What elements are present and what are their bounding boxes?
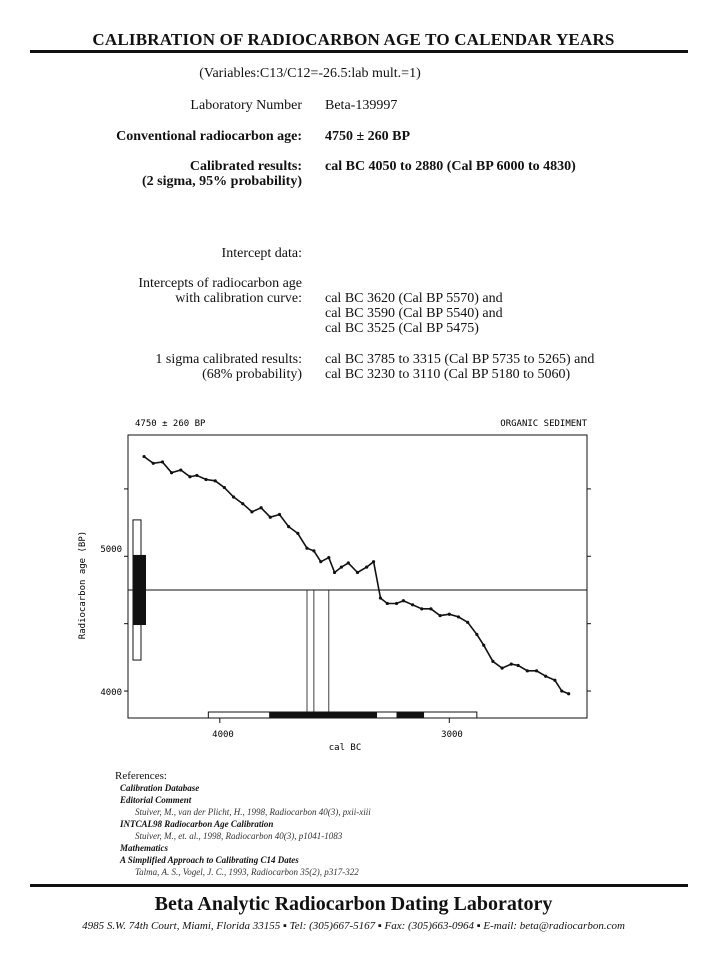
curve-point [327, 556, 330, 559]
calibrated-probability-label: (2 sigma, 95% probability) [142, 174, 302, 189]
curve-point [500, 667, 503, 670]
curve-point [365, 565, 368, 568]
curve-point [544, 675, 547, 678]
curve-point [260, 506, 263, 509]
curve-point [287, 525, 290, 528]
curve-point [312, 549, 315, 552]
curve-point [457, 615, 460, 618]
conventional-age-value: 4750 ± 260 BP [325, 129, 411, 144]
curve-point [333, 571, 336, 574]
lab-name: Beta Analytic Radiocarbon Dating Laboratory [154, 893, 553, 915]
references [115, 770, 371, 878]
variables-line: (Variables:C13/C12=-26.5:lab mult.=1) [199, 66, 421, 81]
y-tick-label: 4000 [100, 688, 122, 698]
intercept-data-label: Intercept data: [221, 246, 302, 261]
curve-point [386, 602, 389, 605]
curve-point [232, 495, 235, 498]
curve-point [402, 599, 405, 602]
curve-point [535, 669, 538, 672]
y-tick-label: 5000 [100, 545, 122, 555]
curve-point [411, 603, 414, 606]
intercepts-label-2: with calibration curve: [175, 291, 302, 306]
curve-point [347, 561, 350, 564]
one-sigma-value: cal BC 3785 to 3315 (Cal BP 5735 to 5265) and [325, 352, 595, 367]
curve-point [448, 613, 451, 616]
curve-point [241, 502, 244, 505]
curve-point [340, 565, 343, 568]
curve-point [466, 621, 469, 624]
calibrated-value: cal BC 4050 to 2880 (Cal BP 6000 to 4830) [325, 159, 576, 174]
curve-point [319, 560, 322, 563]
curve-point [429, 607, 432, 610]
calibration-curve [144, 457, 568, 694]
intercepts-label: Intercepts of radiocarbon age [138, 276, 302, 291]
one-sigma-label: 1 sigma calibrated results: [155, 352, 302, 367]
curve-point [269, 516, 272, 519]
curve-point [356, 571, 359, 574]
curve-point [560, 689, 563, 692]
curve-point [188, 475, 191, 478]
curve-point [553, 679, 556, 682]
reference-heading: Mathematics [120, 843, 169, 853]
chart-title-right: ORGANIC SEDIMENT [500, 419, 587, 429]
chart-x-label: cal BC [328, 743, 362, 753]
lab-address: 4985 S.W. 74th Court, Miami, Florida 33155 ▪ Tel: (305)667-5167 ▪ Fax: (305)663-0964 ▪ E-mail: beta@radiocarbon.com [82, 920, 625, 932]
reference-citation: Stuiver, M., et. al., 1998, Radiocarbon 40(3), p1041-1083 [135, 831, 343, 841]
one-sigma-value: cal BC 3230 to 3110 (Cal BP 5180 to 5060) [325, 367, 571, 382]
one-sigma-probability-label: (68% probability) [202, 367, 302, 382]
curve-point [510, 662, 513, 665]
reference-heading: Calibration Database [120, 783, 200, 793]
intercept-value: cal BC 3590 (Cal BP 5540) and [325, 306, 503, 321]
calibrated-label: Calibrated results: [189, 159, 302, 174]
reference-heading: Editorial Comment [120, 795, 192, 805]
curve-point [152, 462, 155, 465]
top-divider [30, 50, 688, 53]
reference-heading: INTCAL98 Radiocarbon Age Calibration [120, 819, 274, 829]
x-tick-label: 4000 [212, 730, 234, 740]
curve-point [372, 560, 375, 563]
curve-point [379, 596, 382, 599]
curve-point [305, 547, 308, 550]
curve-point [223, 486, 226, 489]
curve-point [475, 633, 478, 636]
plot-frame [128, 435, 587, 718]
chart-y-label: Radiocarbon age (BP) [78, 530, 88, 640]
chart-title-left: 4750 ± 260 BP [135, 419, 206, 429]
prob-1sigma-bar [269, 712, 377, 718]
curve-point [296, 532, 299, 535]
lab-number-label: Laboratory Number [190, 98, 302, 113]
curve-point [179, 468, 182, 471]
curve-point [567, 692, 570, 695]
prob-1sigma-bar [397, 712, 425, 718]
calibration-chart-svg [75, 410, 615, 760]
curve-point [170, 471, 173, 474]
reference-citation: Stuiver, M., van der Plicht, H., 1998, Radiocarbon 40(3), pxii-xiii [135, 807, 371, 817]
reference-citation: Talma, A. S., Vogel, J. C., 1993, Radiocarbon 35(2), p317-322 [135, 867, 359, 877]
intercept-value: cal BC 3620 (Cal BP 5570) and [325, 291, 503, 306]
curve-point [526, 669, 529, 672]
page-title: CALIBRATION OF RADIOCARBON AGE TO CALENDAR YEARS [92, 30, 615, 49]
conventional-age-label: Conventional radiocarbon age: [116, 129, 302, 144]
lab-number-value: Beta-139997 [325, 98, 398, 113]
x-tick-label: 3000 [441, 730, 463, 740]
curve-point [439, 614, 442, 617]
curve-point [420, 607, 423, 610]
curve-point [278, 513, 281, 516]
curve-point [204, 478, 207, 481]
curve-point [214, 479, 217, 482]
curve-point [195, 474, 198, 477]
calibration-chart [75, 410, 615, 760]
curve-point [395, 602, 398, 605]
curve-point [482, 644, 485, 647]
curve-point [142, 455, 145, 458]
references-heading: References: [115, 770, 167, 782]
intercept-value: cal BC 3525 (Cal BP 5475) [325, 321, 479, 336]
bottom-divider [30, 884, 688, 887]
reference-heading: A Simplified Approach to Calibrating C14 Dates [120, 855, 299, 865]
curve-point [517, 664, 520, 667]
curve-point [161, 460, 164, 463]
curve-point [250, 510, 253, 513]
curve-point [491, 660, 494, 663]
